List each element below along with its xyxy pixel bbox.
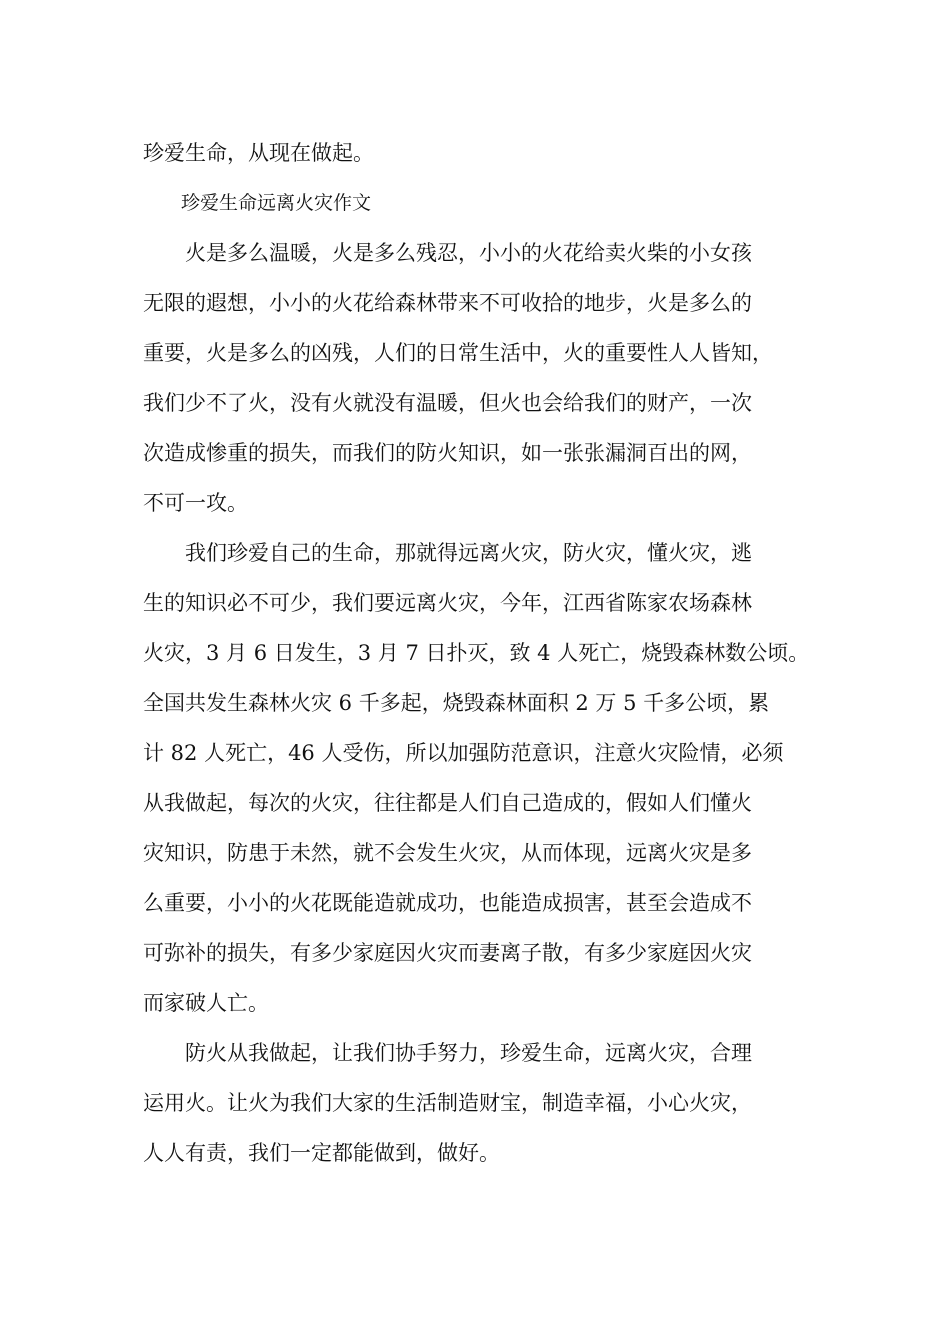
paragraph-3: 防火从我做起，让我们协手努力，珍爱生命，远离火灾，合理 运用火。让火为我们大家的生活制造财宝，制造幸福，小心火灾， 人人有责，我们一定都能做到，做好。 bbox=[143, 1041, 752, 1165]
paragraph-2: 我们珍爱自己的生命，那就得远离火灾，防火灾，懂火灾，逃 生的知识必不可少，我们要远离火灾，今年，江西省陈家农场森林 火灾，3 月 6 日发生，3 月 7 日扑灭，致 4 人死亡，烧毁森林数公顷。 全国共发生森林火灾 6 千多起，烧毁森林面积 2 万 5 千多公顷，累 计 82 人死亡，46 人受伤，所以加强防范意识，注意火灾险情，必须 从我做起，每次的火灾，往往都是人们自己造成的，假如人们懂火 灾知识，防患于未然，就不会发生火灾，从而体现，远离火灾是多 么重要，小小的火花既能造就成功，也能造成损害，甚至会造成不 可弥补的损失，有多少家庭因火灾而妻离子散，有多少家庭因火灾 而家破人亡。 bbox=[143, 541, 810, 1015]
document-body bbox=[143, 128, 813, 1178]
paragraph-closing-line: 珍爱生命，从现在做起。 bbox=[143, 141, 374, 165]
essay-title: 珍爱生命远离火灾作文 bbox=[181, 192, 372, 214]
paragraph-1: 火是多么温暖，火是多么残忍，小小的火花给卖火柴的小女孩 无限的遐想，小小的火花给森林带来不可收拾的地步，火是多么的 重要，火是多么的凶残，人们的日常生活中，火的重要性人人皆知， 我们少不了火，没有火就没有温暖，但火也会给我们的财产，一次 次造成惨重的损失，而我们的防火知识，如一张张漏洞百出的网， 不可一攻。 bbox=[143, 241, 773, 515]
